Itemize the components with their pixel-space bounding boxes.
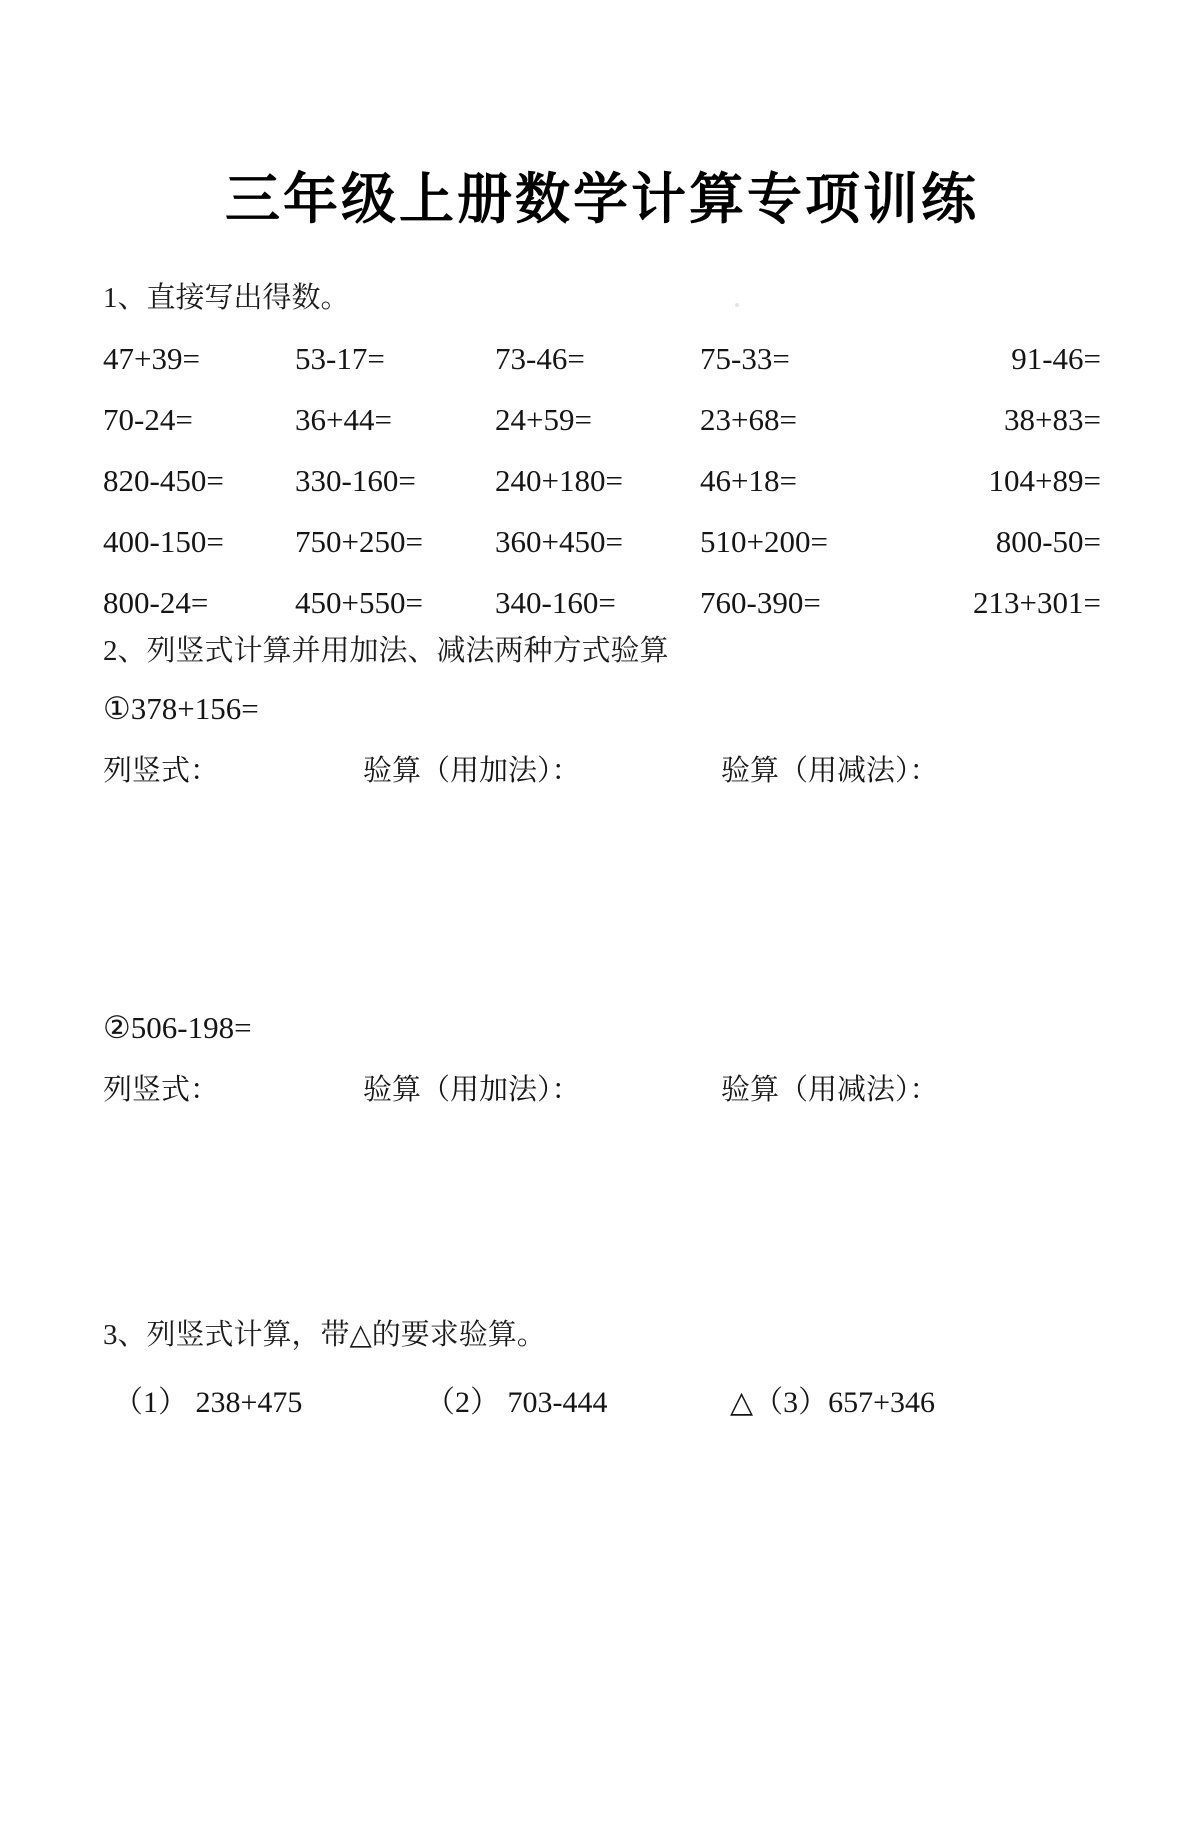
calc-problem: 91-46= — [1011, 341, 1101, 376]
check-labels-row-2 — [103, 1072, 1101, 1108]
mental-math-grid — [103, 328, 1101, 633]
calc-problem: 73-46= — [495, 341, 585, 376]
section1-heading: 1、直接写出得数。 — [103, 282, 350, 314]
calc-problem: 213+301= — [973, 585, 1101, 620]
calc-problem: （2） 703-444 — [425, 1386, 608, 1419]
calc-problem: 104+89= — [988, 463, 1101, 498]
calc-problem: 800-50= — [995, 524, 1101, 559]
calc-problem: 23+68= — [700, 402, 797, 437]
section3-problems-row — [103, 1383, 1101, 1423]
column-form-label: 列竖式： — [103, 1074, 220, 1106]
section2-heading: 2、列竖式计算并用加法、减法两种方式验算 — [103, 635, 669, 667]
work-area-1 — [103, 789, 1101, 988]
calc-problem: 53-17= — [295, 341, 385, 376]
calc-problem: 38+83= — [1004, 402, 1101, 437]
work-area-2 — [103, 1108, 1101, 1317]
calc-problem: 820-450= — [103, 463, 224, 498]
check-by-subtraction-label: 验算（用减法）： — [721, 755, 939, 787]
calc-problem: 750+250= — [295, 524, 423, 559]
calc-problem: 240+180= — [495, 463, 623, 498]
column-form-label: 列竖式： — [103, 755, 220, 787]
scan-artifact-dot — [735, 303, 739, 307]
calc-problem: 800-24= — [103, 585, 209, 620]
check-labels-row-1 — [103, 753, 1101, 789]
calc-problem: 760-390= — [700, 585, 821, 620]
section3-heading: 3、列竖式计算，带△的要求验算。 — [103, 1319, 546, 1351]
calc-problem: 70-24= — [103, 402, 193, 437]
calc-problem: 47+39= — [103, 341, 200, 376]
vertical-calc-problem-2: ②506-198= — [103, 1010, 252, 1045]
calc-problem: 46+18= — [700, 463, 797, 498]
worksheet-page — [0, 158, 1191, 1423]
calc-problem: 75-33= — [700, 341, 790, 376]
calc-problem: 400-150= — [103, 524, 224, 559]
calc-problem: 36+44= — [295, 402, 392, 437]
page-title: 三年级上册数学计算专项训练 — [224, 168, 979, 230]
calc-problem: △（3）657+346 — [730, 1386, 935, 1419]
vertical-calc-problem-1: ①378+156= — [103, 691, 259, 726]
calc-problem: 330-160= — [295, 463, 416, 498]
calc-problem: 450+550= — [295, 585, 423, 620]
calc-problem: 360+450= — [495, 524, 623, 559]
calc-problem: （1） 238+475 — [113, 1386, 303, 1419]
check-by-subtraction-label: 验算（用减法）： — [721, 1074, 939, 1106]
calc-problem: 340-160= — [495, 585, 616, 620]
check-by-addition-label: 验算（用加法）： — [363, 755, 581, 787]
calc-problem: 24+59= — [495, 402, 592, 437]
check-by-addition-label: 验算（用加法）： — [363, 1074, 581, 1106]
calc-problem: 510+200= — [700, 524, 828, 559]
